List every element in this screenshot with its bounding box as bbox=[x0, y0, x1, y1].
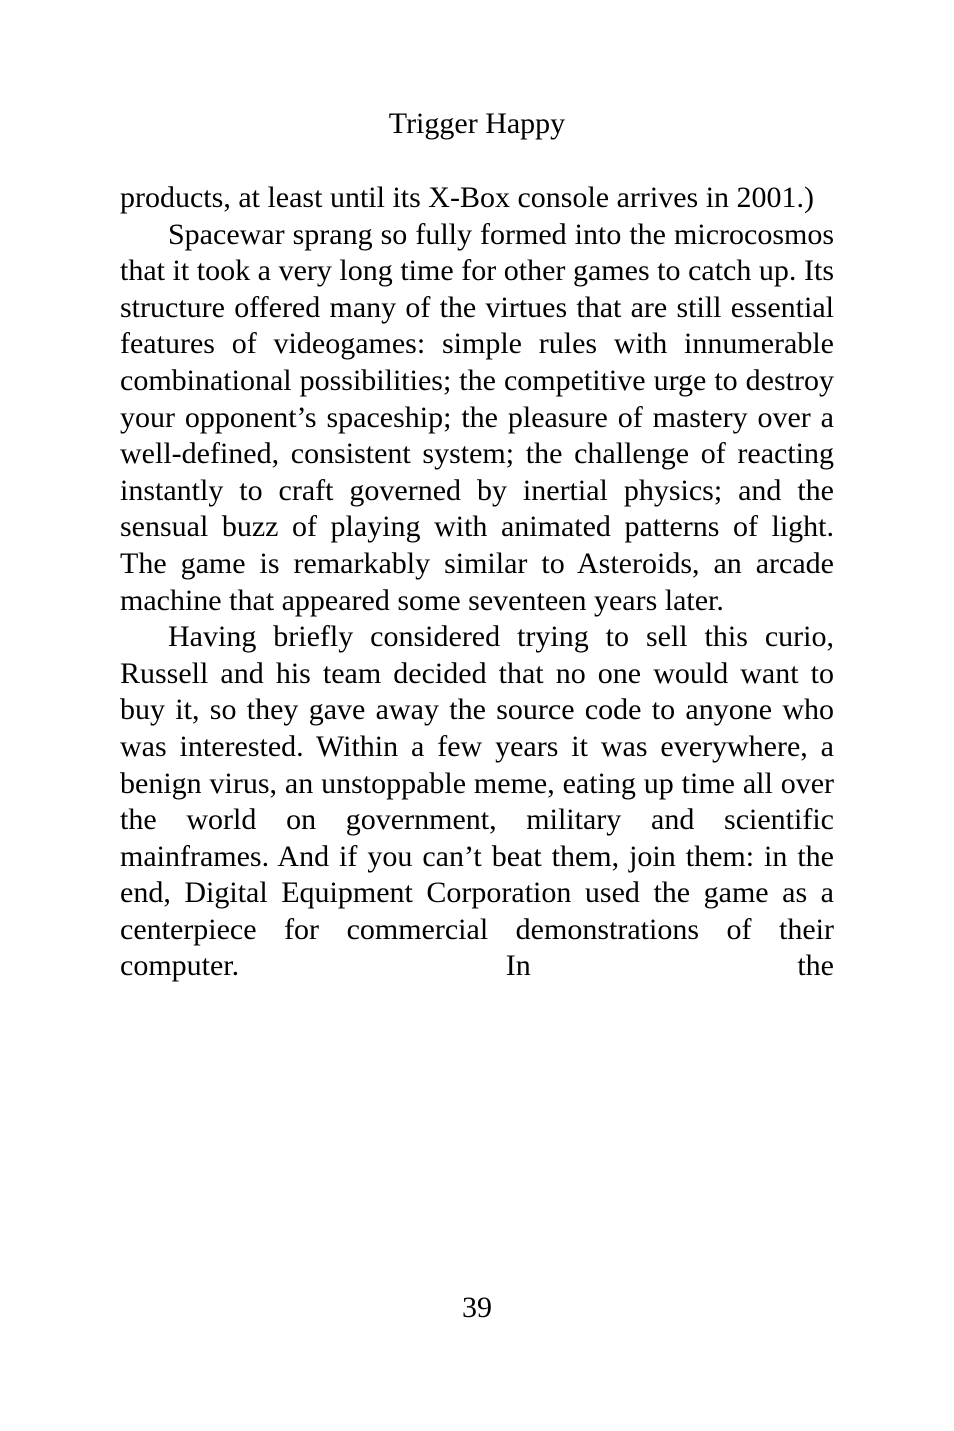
paragraph-continuation: products, at least until its X-Box console arrives in 2001.) bbox=[120, 181, 815, 214]
running-header: Trigger Happy bbox=[388, 107, 566, 140]
page-number: 39 bbox=[462, 1291, 492, 1324]
body-text bbox=[120, 180, 834, 985]
paragraph-source-code: Having briefly considered trying to sell this curio, Russell and his team decided that no one would want to buy it, so they gave away the source code to anyone who was interested. Within a few years it was everywhere, a benign virus, an unstoppable meme, eating up time all over the world on government, military and scientific mainframes. And if you can’t beat them, join them: in the end, Digital Equipment Corporation used the game as a centerpiece for commercial demonstrations of their computer. In the bbox=[120, 620, 834, 983]
paragraph-spacewar: Spacewar sprang so fully formed into the microcosmos that it took a very long time for other games to catch up. Its structure offered many of the virtues that are still essential features of videogames: simple rules with innumerable combinational possibilities; the competitive urge to destroy your opponent’s spaceship; the pleasure of mastery over a well-defined, consistent system; the challenge of reacting instantly to craft governed by inertial physics; and the sensual buzz of playing with animated patterns of light. The game is remarkably similar to Asteroids, an arcade machine that appeared some seventeen years later. bbox=[120, 217, 834, 617]
